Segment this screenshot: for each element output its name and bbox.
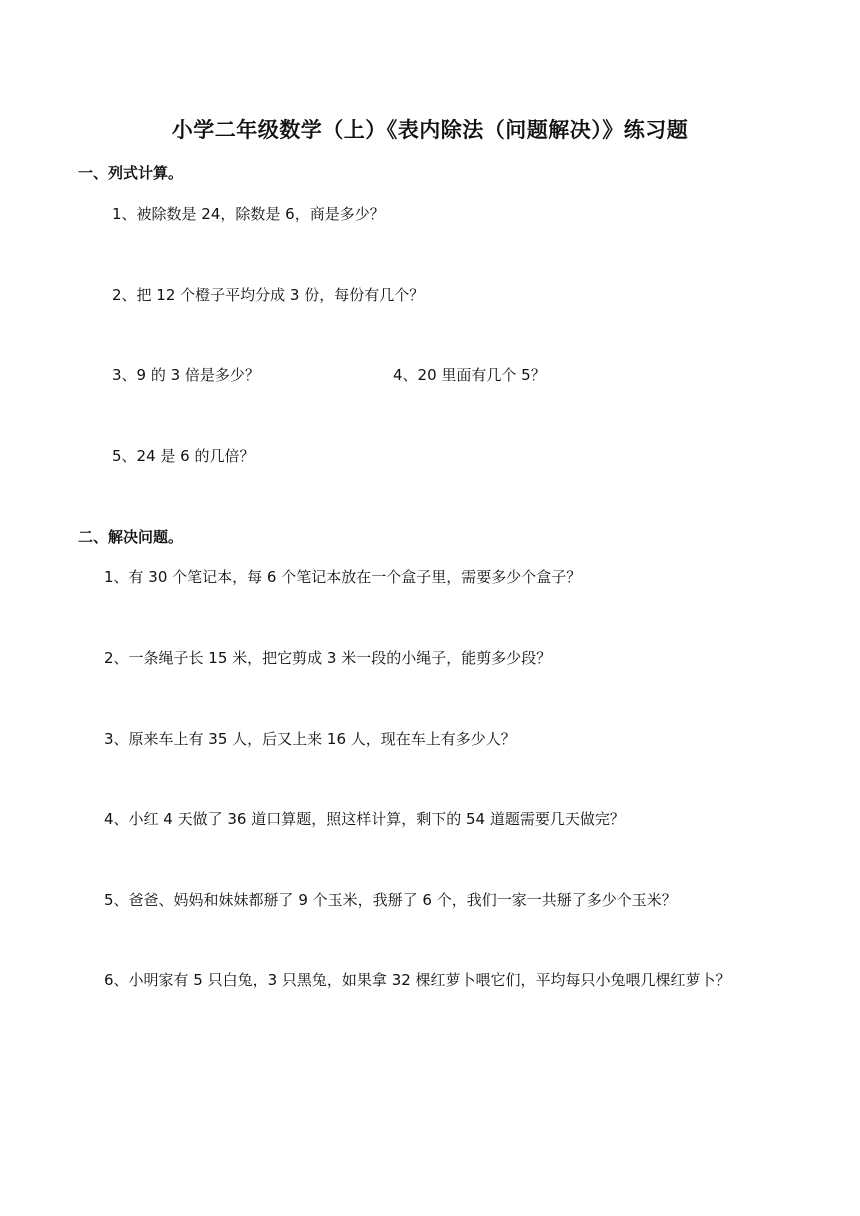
calculation-question-3: 3、9 的 3 倍是多少？ [112,366,260,384]
page-title: 小学二年级数学（上）《表内除法（问题解决）》练习题 [171,118,689,142]
problem-question-2: 2、一条绳子长 15 米，把它剪成 3 米一段的小绳子，能剪多少段？ [104,649,552,667]
calculation-question-1: 1、被除数是 24，除数是 6，商是多少？ [112,205,385,223]
problem-question-1: 1、有 30 个笔记本，每 6 个笔记本放在一个盒子里，需要多少个盒子？ [104,568,582,586]
section-heading-problem-solving: 二、解决问题。 [78,528,184,546]
calculation-question-4: 4、20 里面有几个 5？ [393,366,546,384]
calculation-question-5: 5、24 是 6 的几倍？ [112,447,255,465]
calculation-question-2: 2、把 12 个橙子平均分成 3 份，每份有几个？ [112,286,425,304]
section-heading-calculation: 一、列式计算。 [78,164,184,182]
problem-question-3: 3、原来车上有 35 人，后又上来 16 人，现在车上有多少人？ [104,730,516,748]
problem-question-5: 5、爸爸、妈妈和妹妹都掰了 9 个玉米，我掰了 6 个，我们一家一共掰了多少个玉米？ [104,891,677,909]
problem-question-4: 4、小红 4 天做了 36 道口算题，照这样计算，剩下的 54 道题需要几天做完？ [104,810,625,828]
problem-question-6: 6、小明家有 5 只白兔，3 只黑兔，如果拿 32 棵红萝卜喂它们，平均每只小兔喂几棵红萝卜？ [104,971,731,989]
